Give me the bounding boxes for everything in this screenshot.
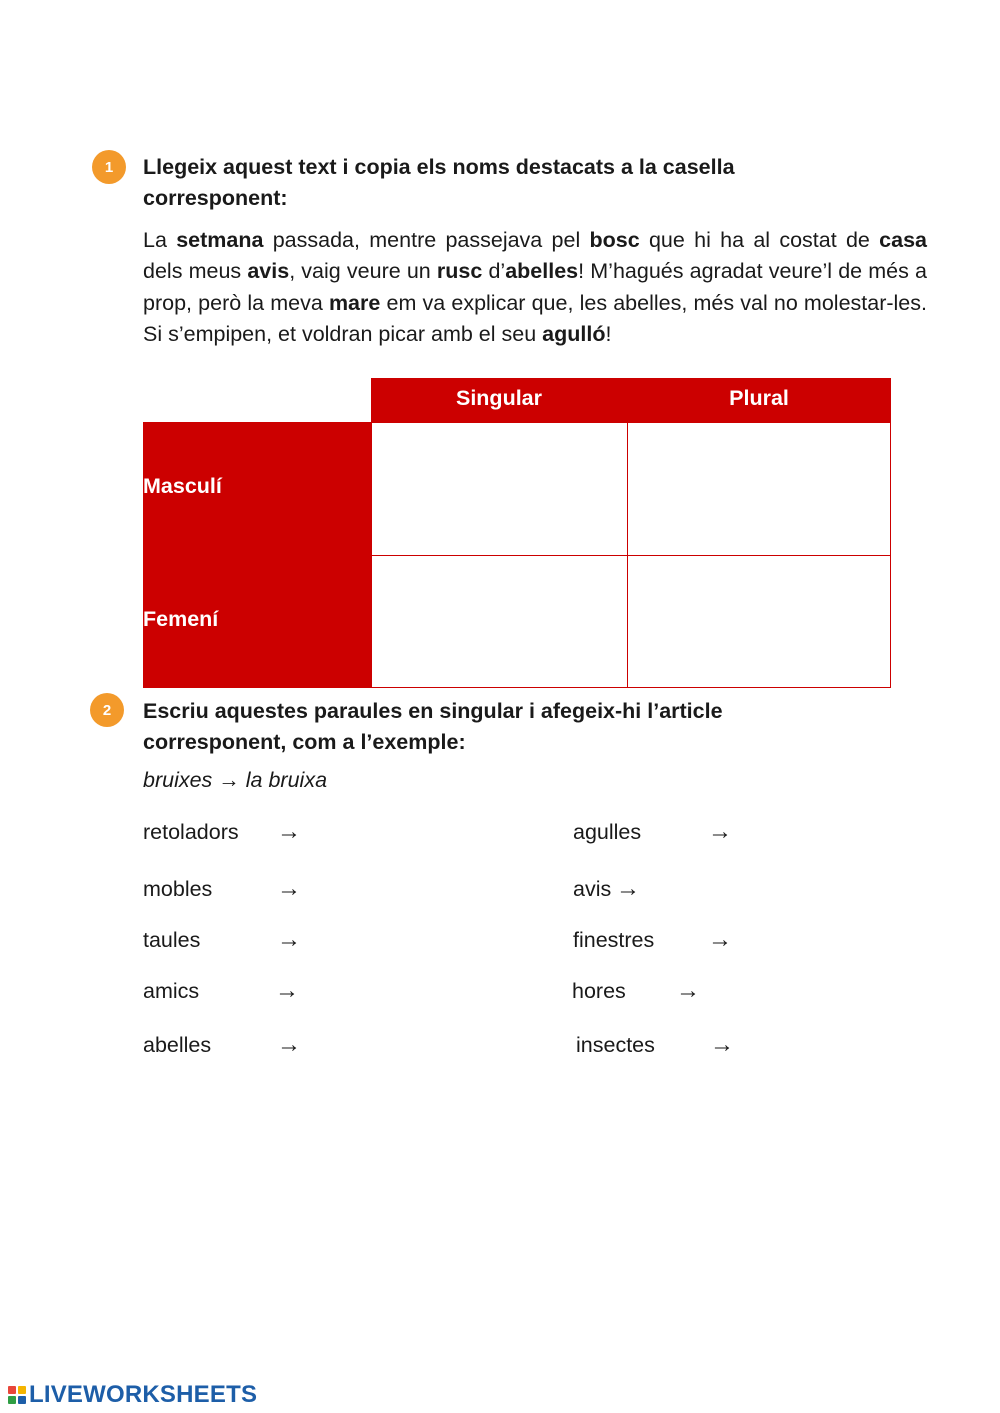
- highlighted-noun: abelles: [505, 259, 579, 284]
- word-item: abelles: [143, 1033, 212, 1057]
- column-header-singular: Singular: [455, 386, 542, 410]
- answer-cell-masculi-plural[interactable]: [627, 422, 891, 556]
- liveworksheets-logo[interactable]: [8, 1381, 257, 1409]
- highlighted-noun: rusc: [436, 259, 483, 284]
- arrow-icon: →: [275, 977, 299, 1004]
- row-header-femeni: Femení: [143, 607, 219, 631]
- logo-text: LIVEWORKSHEETS: [29, 1381, 258, 1408]
- instruction-line: corresponent, com a l’exemple:: [143, 730, 466, 754]
- arrow-icon: →: [710, 1031, 734, 1058]
- highlighted-noun: mare: [328, 290, 381, 315]
- word-item: hores: [572, 979, 626, 1003]
- example-transformation: bruixes → la bruixa: [143, 768, 328, 792]
- logo-squares-icon: [8, 1386, 26, 1404]
- word-item: insectes: [576, 1033, 655, 1057]
- arrow-icon: →: [277, 875, 301, 902]
- exercise-2-number-badge: 2: [90, 693, 124, 727]
- word-item: retoladors: [143, 820, 239, 844]
- exercise-1-number-badge: 1: [92, 150, 126, 184]
- word-item: taules: [143, 928, 201, 952]
- logo-square: [8, 1396, 16, 1404]
- exercise-2-instruction: [143, 696, 843, 758]
- instruction-line: Llegeix aquest text i copia els noms destacats a la casella: [143, 155, 735, 179]
- answer-cell-femeni-singular[interactable]: [371, 555, 628, 688]
- row-header-block: [143, 422, 372, 688]
- arrow-icon: →: [277, 818, 301, 845]
- word-item: finestres: [573, 928, 655, 952]
- arrow-icon: →: [708, 818, 732, 845]
- logo-square: [8, 1386, 16, 1394]
- word-item: amics: [143, 979, 200, 1003]
- word-item: agulles: [573, 820, 642, 844]
- logo-square: [18, 1396, 26, 1404]
- instruction-line: corresponent:: [143, 186, 288, 210]
- arrow-icon: →: [277, 926, 301, 953]
- answer-cell-masculi-singular[interactable]: [371, 422, 628, 556]
- logo-square: [18, 1386, 26, 1394]
- word-item: mobles: [143, 877, 213, 901]
- highlighted-noun: casa: [879, 228, 928, 252]
- row-header-masculi: Masculí: [143, 474, 222, 498]
- highlighted-noun: agulló: [542, 321, 606, 346]
- arrow-icon: →: [676, 977, 700, 1004]
- word-item: avis: [573, 877, 612, 901]
- highlighted-noun: setmana: [176, 228, 264, 252]
- exercise-1-instruction: [143, 152, 843, 214]
- arrow-icon: →: [616, 875, 640, 902]
- highlighted-noun: bosc: [589, 228, 640, 252]
- highlighted-noun: avis: [247, 259, 290, 284]
- reading-text: La setmana passada, mentre passejava pel bosc que hi ha al costat de casa dels meus avis, vaig veure un rusc d’abelles! M’hagués agradat veure’l de més a prop, però la meva mare em va explicar que, les abelles, més val no molestar-les. Si s’empipen, et voldran picar amb el seu agulló!: [143, 228, 928, 346]
- column-header-plural: Plural: [729, 386, 789, 410]
- arrow-icon: →: [277, 1031, 301, 1058]
- answer-cell-femeni-plural[interactable]: [627, 555, 891, 688]
- arrow-icon: →: [708, 926, 732, 953]
- instruction-line: Escriu aquestes paraules en singular i afegeix-hi l’article: [143, 699, 723, 723]
